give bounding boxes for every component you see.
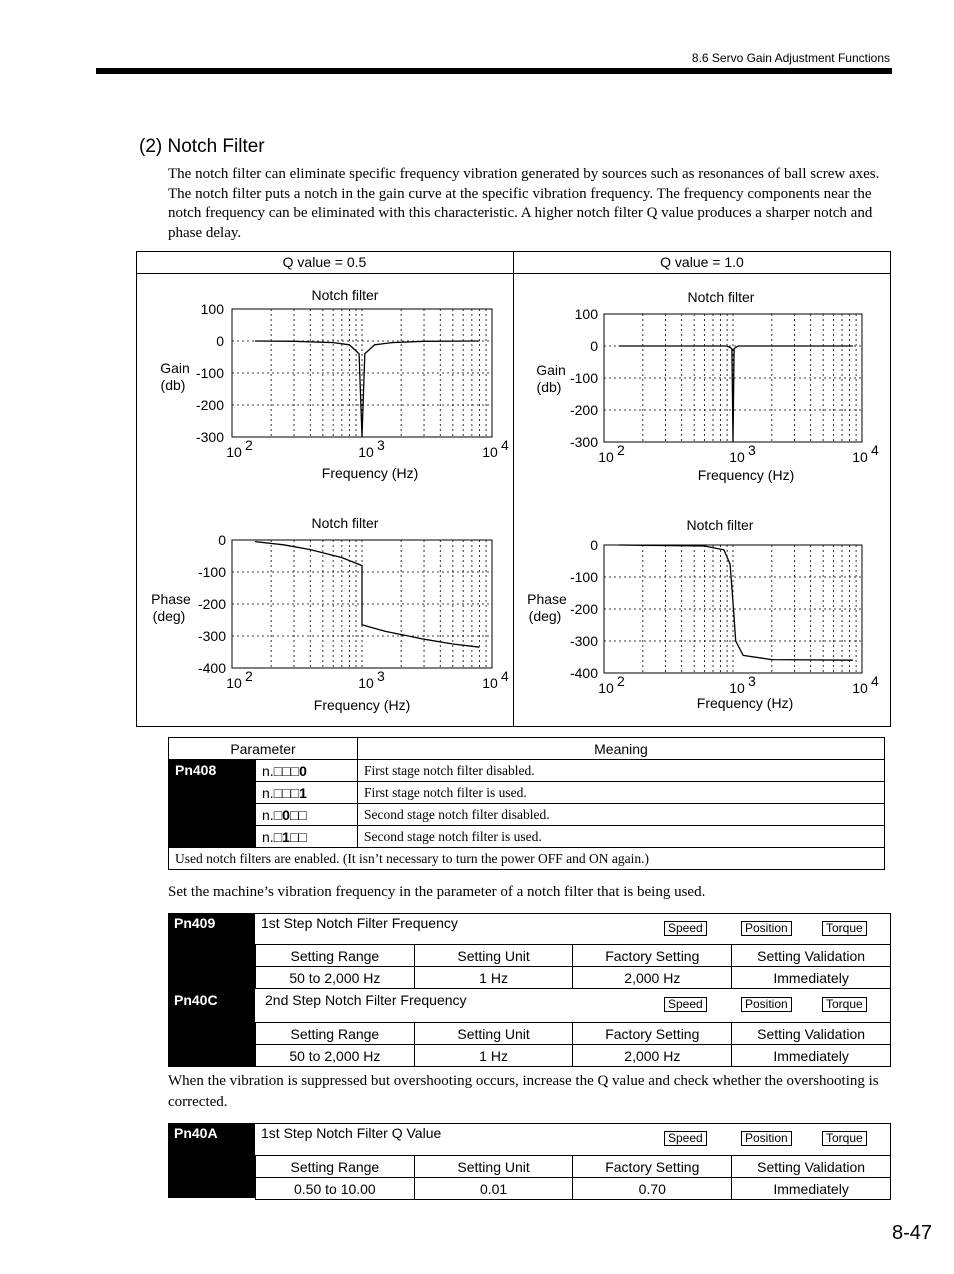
param-meaning: Second stage notch filter is used. bbox=[358, 826, 885, 848]
header-range: Setting Range bbox=[256, 945, 415, 967]
value-range: 50 to 2,000 Hz bbox=[256, 967, 415, 989]
setting-table bbox=[255, 1022, 891, 1067]
param-meaning: Second stage notch filter disabled. bbox=[358, 804, 885, 826]
plot-title: Notch filter bbox=[311, 515, 379, 531]
header-unit: Setting Unit bbox=[414, 1023, 573, 1045]
x-tick-label: 10 bbox=[358, 444, 374, 460]
x-tick-exponent: 4 bbox=[501, 437, 509, 453]
y-tick-label: -100 bbox=[195, 365, 224, 381]
setting-name: Pn40C bbox=[168, 990, 255, 1067]
x-tick-exponent: 4 bbox=[501, 668, 509, 684]
table-row bbox=[169, 804, 885, 826]
col-parameter: Parameter bbox=[169, 738, 358, 760]
y-tick-label: -100 bbox=[569, 569, 598, 585]
speed-tag: Speed bbox=[664, 921, 707, 936]
y-tick-label: -300 bbox=[197, 628, 226, 644]
y-tick-label: -300 bbox=[569, 434, 598, 450]
y-axis-label: Phase bbox=[527, 591, 567, 607]
table-row bbox=[169, 782, 885, 804]
torque-tag: Torque bbox=[822, 997, 867, 1012]
x-axis-label: Frequency (Hz) bbox=[696, 695, 794, 711]
table-row bbox=[169, 826, 885, 848]
x-tick-exponent: 4 bbox=[871, 442, 879, 458]
series-line bbox=[619, 545, 853, 660]
value-validation: Immediately bbox=[732, 967, 891, 989]
q-05-heading: Q value = 0.5 bbox=[282, 254, 367, 270]
y-tick-label: 0 bbox=[590, 338, 598, 354]
x-tick-exponent: 3 bbox=[748, 673, 756, 689]
x-tick-label: 10 bbox=[729, 449, 745, 465]
y-axis-label: Phase bbox=[151, 591, 191, 607]
header-unit: Setting Unit bbox=[414, 945, 573, 967]
setting-block-pn40c bbox=[168, 990, 891, 1068]
value-unit: 0.01 bbox=[414, 1178, 573, 1200]
y-tick-label: 100 bbox=[574, 306, 598, 322]
setting-title: 1st Step Notch Filter Frequency bbox=[261, 915, 458, 931]
param-name: Pn408 bbox=[169, 760, 256, 848]
x-axis-label: Frequency (Hz) bbox=[697, 467, 795, 483]
setting-table bbox=[255, 944, 891, 989]
value-unit: 1 Hz bbox=[414, 967, 573, 989]
plot-panel-3 bbox=[232, 540, 492, 668]
setting-block-pn40a bbox=[168, 1123, 891, 1201]
position-tag: Position bbox=[741, 921, 792, 936]
series-line bbox=[255, 542, 480, 648]
plot-panel-1 bbox=[232, 309, 492, 437]
x-tick-exponent: 3 bbox=[748, 442, 756, 458]
page-number: 8-47 bbox=[891, 1222, 932, 1244]
param-meaning: First stage notch filter is used. bbox=[358, 782, 885, 804]
x-tick-exponent: 3 bbox=[377, 437, 385, 453]
param-code: n.□□□1 bbox=[256, 782, 358, 804]
param-code: n.□□□0 bbox=[256, 760, 358, 782]
value-factory: 2,000 Hz bbox=[573, 967, 732, 989]
speed-tag: Speed bbox=[664, 997, 707, 1012]
x-tick-exponent: 3 bbox=[377, 668, 385, 684]
y-axis-unit: (deg) bbox=[528, 608, 562, 624]
y-tick-label: -400 bbox=[569, 665, 598, 681]
plot-panel-2 bbox=[604, 314, 862, 442]
table-row bbox=[169, 760, 885, 782]
x-tick-label: 10 bbox=[729, 680, 745, 696]
x-tick-label: 10 bbox=[482, 675, 498, 691]
y-tick-label: -200 bbox=[195, 397, 224, 413]
x-tick-exponent: 2 bbox=[617, 673, 625, 689]
y-tick-label: -300 bbox=[569, 633, 598, 649]
y-tick-label: -300 bbox=[195, 429, 224, 445]
value-factory: 2,000 Hz bbox=[573, 1045, 732, 1067]
header-validation: Setting Validation bbox=[732, 945, 891, 967]
y-tick-label: -200 bbox=[197, 596, 226, 612]
value-validation: Immediately bbox=[732, 1178, 891, 1200]
value-factory: 0.70 bbox=[573, 1178, 732, 1200]
x-tick-label: 10 bbox=[598, 680, 614, 696]
col-meaning: Meaning bbox=[358, 738, 885, 760]
pn408-table bbox=[168, 737, 885, 870]
x-tick-label: 10 bbox=[226, 444, 242, 460]
value-range: 50 to 2,000 Hz bbox=[256, 1045, 415, 1067]
setting-title: 1st Step Notch Filter Q Value bbox=[261, 1125, 442, 1141]
x-axis-label: Frequency (Hz) bbox=[321, 465, 419, 481]
plot-title: Notch filter bbox=[686, 517, 754, 533]
header-range: Setting Range bbox=[256, 1023, 415, 1045]
setting-name: Pn409 bbox=[168, 913, 255, 990]
y-tick-label: 0 bbox=[590, 537, 598, 553]
x-tick-label: 10 bbox=[226, 675, 242, 691]
x-tick-label: 10 bbox=[482, 444, 498, 460]
param-note: Used notch filters are enabled. (It isn’t necessary to turn the power OFF and ON again.) bbox=[169, 848, 885, 870]
intro-paragraph: The notch filter can eliminate specific frequency vibration generated by sources such as resonances of ball screw axes. The notch filter puts a notch in the gain curve at the specific vibration frequency. The frequency components near the notch frequency can be eliminated with this characteristic. A higher notch filter Q value produces a sharper notch and phase delay. bbox=[168, 166, 880, 241]
plot-title: Notch filter bbox=[311, 287, 379, 303]
header-validation: Setting Validation bbox=[732, 1023, 891, 1045]
header-factory: Factory Setting bbox=[573, 945, 732, 967]
setting-title: 2nd Step Notch Filter Frequency bbox=[265, 992, 467, 1008]
y-axis-unit: (db) bbox=[536, 379, 562, 395]
y-axis-unit: (deg) bbox=[152, 608, 186, 624]
x-tick-exponent: 2 bbox=[245, 437, 253, 453]
series-line bbox=[255, 341, 480, 437]
y-tick-label: -100 bbox=[197, 564, 226, 580]
y-tick-label: 0 bbox=[216, 333, 224, 349]
position-tag: Position bbox=[741, 1131, 792, 1146]
frequency-instruction: Set the machine’s vibration frequency in the parameter of a notch filter that is being used. bbox=[168, 884, 706, 900]
y-tick-label: 100 bbox=[200, 301, 224, 317]
section-title: (2) Notch Filter bbox=[139, 136, 265, 157]
param-meaning: First stage notch filter disabled. bbox=[358, 760, 885, 782]
y-axis-unit: (db) bbox=[160, 377, 186, 393]
x-tick-exponent: 2 bbox=[617, 442, 625, 458]
value-unit: 1 Hz bbox=[414, 1045, 573, 1067]
y-tick-label: -100 bbox=[569, 370, 598, 386]
x-tick-exponent: 2 bbox=[245, 668, 253, 684]
header-factory: Factory Setting bbox=[573, 1156, 732, 1178]
setting-name: Pn40A bbox=[168, 1123, 255, 1198]
header-range: Setting Range bbox=[256, 1156, 415, 1178]
y-tick-label: -200 bbox=[569, 402, 598, 418]
torque-tag: Torque bbox=[822, 921, 867, 936]
value-range: 0.50 to 10.00 bbox=[256, 1178, 415, 1200]
header-validation: Setting Validation bbox=[732, 1156, 891, 1178]
header-unit: Setting Unit bbox=[414, 1156, 573, 1178]
plot-panel-4 bbox=[604, 545, 862, 673]
setting-table bbox=[255, 1155, 891, 1200]
plot-title: Notch filter bbox=[687, 289, 755, 305]
value-validation: Immediately bbox=[732, 1045, 891, 1067]
x-tick-exponent: 4 bbox=[871, 673, 879, 689]
x-tick-label: 10 bbox=[358, 675, 374, 691]
position-tag: Position bbox=[741, 997, 792, 1012]
y-axis-label: Gain bbox=[536, 362, 566, 378]
param-code: n.□1□□ bbox=[256, 826, 358, 848]
y-tick-label: 0 bbox=[218, 532, 226, 548]
param-code: n.□0□□ bbox=[256, 804, 358, 826]
y-axis-label: Gain bbox=[160, 360, 190, 376]
q-value-instruction: When the vibration is suppressed but overshooting occurs, increase the Q value and check whether the overshooting is corrected. bbox=[168, 1073, 879, 1110]
torque-tag: Torque bbox=[822, 1131, 867, 1146]
x-axis-label: Frequency (Hz) bbox=[313, 697, 411, 713]
header-factory: Factory Setting bbox=[573, 1023, 732, 1045]
q-10-heading: Q value = 1.0 bbox=[660, 254, 744, 270]
speed-tag: Speed bbox=[664, 1131, 707, 1146]
series-line bbox=[619, 346, 853, 442]
x-tick-label: 10 bbox=[852, 449, 868, 465]
x-tick-label: 10 bbox=[598, 449, 614, 465]
y-tick-label: -400 bbox=[197, 660, 226, 676]
x-tick-label: 10 bbox=[852, 680, 868, 696]
y-tick-label: -200 bbox=[569, 601, 598, 617]
running-header: 8.6 Servo Gain Adjustment Functions bbox=[691, 51, 890, 65]
